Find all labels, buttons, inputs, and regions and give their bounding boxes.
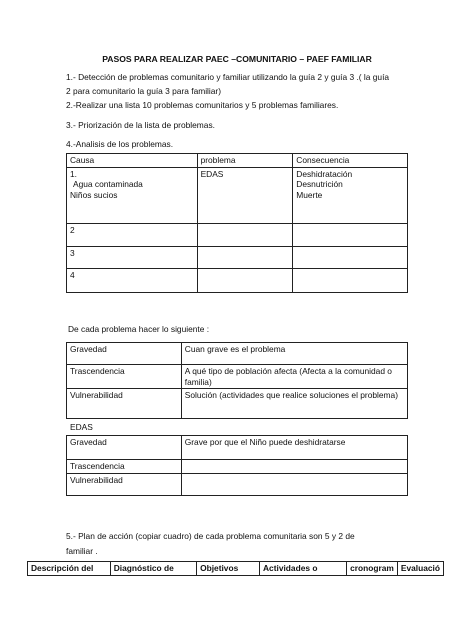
edas-value-cell (181, 473, 407, 495)
criteria-label: Gravedad (67, 343, 182, 365)
edas-label-cell: Vulnerabilidad (67, 473, 182, 495)
empty-cell (293, 223, 408, 246)
step-5 (66, 531, 426, 556)
empty-cell (293, 268, 408, 292)
consequence-item: Deshidratación (296, 168, 353, 179)
edas-value-cell: Grave por que el Niño puede deshidratarse (181, 436, 407, 460)
table-row (67, 460, 408, 474)
empty-cell (293, 246, 408, 268)
header-causa: Causa (67, 154, 198, 168)
criteria-table (66, 342, 408, 419)
edas-label: EDAS (70, 422, 93, 432)
header-problema: problema (197, 154, 293, 168)
table-row (67, 389, 408, 419)
row-number: 2 (67, 223, 198, 246)
step-5-line-1: 5.- Plan de acción (copiar cuadro) de cada problema comunitaria son 5 y 2 de (66, 531, 355, 541)
table-row (67, 365, 408, 389)
step-5-line-2: familiar . (66, 545, 98, 556)
criteria-value: Cuan grave es el problema (181, 343, 407, 365)
edas-label-cell: Trascendencia (67, 460, 182, 474)
table-row (67, 343, 408, 365)
analysis-table (66, 153, 408, 293)
plan-header: Evaluació (397, 562, 443, 576)
cause-item: Niños sucios (70, 189, 118, 200)
plan-header: cronogram (347, 562, 398, 576)
step-1 (66, 72, 414, 96)
empty-cell (197, 223, 293, 246)
empty-cell (197, 268, 293, 292)
row-number: 3 (67, 246, 198, 268)
table-row (67, 167, 408, 223)
table-row (67, 473, 408, 495)
plan-header: Objetivos (197, 562, 260, 576)
page-title: PASOS PARA REALIZAR PAEC –COMUNITARIO – PAEF FAMILIAR (102, 54, 372, 64)
step-1-line-1: 1.- Detección de problemas comunitario y familiar utilizando la guía 2 y guía 3 .( la guía (66, 72, 390, 82)
plan-header: Descripción del (28, 562, 111, 576)
empty-cell (197, 246, 293, 268)
problem-cell: EDAS (197, 167, 293, 223)
analysis-header-row (67, 154, 408, 168)
criteria-label: Vulnerabilidad (67, 389, 182, 419)
table-row (67, 268, 408, 292)
criteria-label: Trascendencia (67, 365, 182, 389)
header-consecuencia: Consecuencia (293, 154, 408, 168)
step-1-line-2: 2 para comunitario la guía 3 para familiar) (66, 85, 222, 96)
edas-table (66, 435, 408, 496)
cause-item: Agua contaminada (73, 179, 143, 189)
consequence-item: Desnutrición (296, 179, 343, 189)
consequence-cell (293, 167, 408, 223)
plan-header-row (28, 562, 444, 576)
step-3: 3.- Priorización de la lista de problemas. (66, 120, 215, 130)
row-number: 1. (70, 168, 77, 179)
step-4: 4.-Analisis de los problemas. (66, 139, 174, 149)
step-2: 2.-Realizar una lista 10 problemas comunitarios y 5 problemas familiares. (66, 100, 339, 110)
plan-table (27, 561, 444, 576)
row-number: 4 (67, 268, 198, 292)
edas-label-cell: Gravedad (67, 436, 182, 460)
cause-cell (67, 167, 198, 223)
edas-value-cell (181, 460, 407, 474)
instruction-text: De cada problema hacer lo siguiente : (68, 324, 210, 334)
table-row (67, 246, 408, 268)
plan-header: Actividades o (260, 562, 347, 576)
consequence-item: Muerte (296, 189, 323, 200)
table-row (67, 436, 408, 460)
criteria-value: Solución (actividades que realice soluciones el problema) (181, 389, 407, 419)
plan-header: Diagnóstico de (110, 562, 196, 576)
criteria-value: A qué tipo de población afecta (Afecta a la comunidad o familia) (181, 365, 407, 389)
table-row (67, 223, 408, 246)
